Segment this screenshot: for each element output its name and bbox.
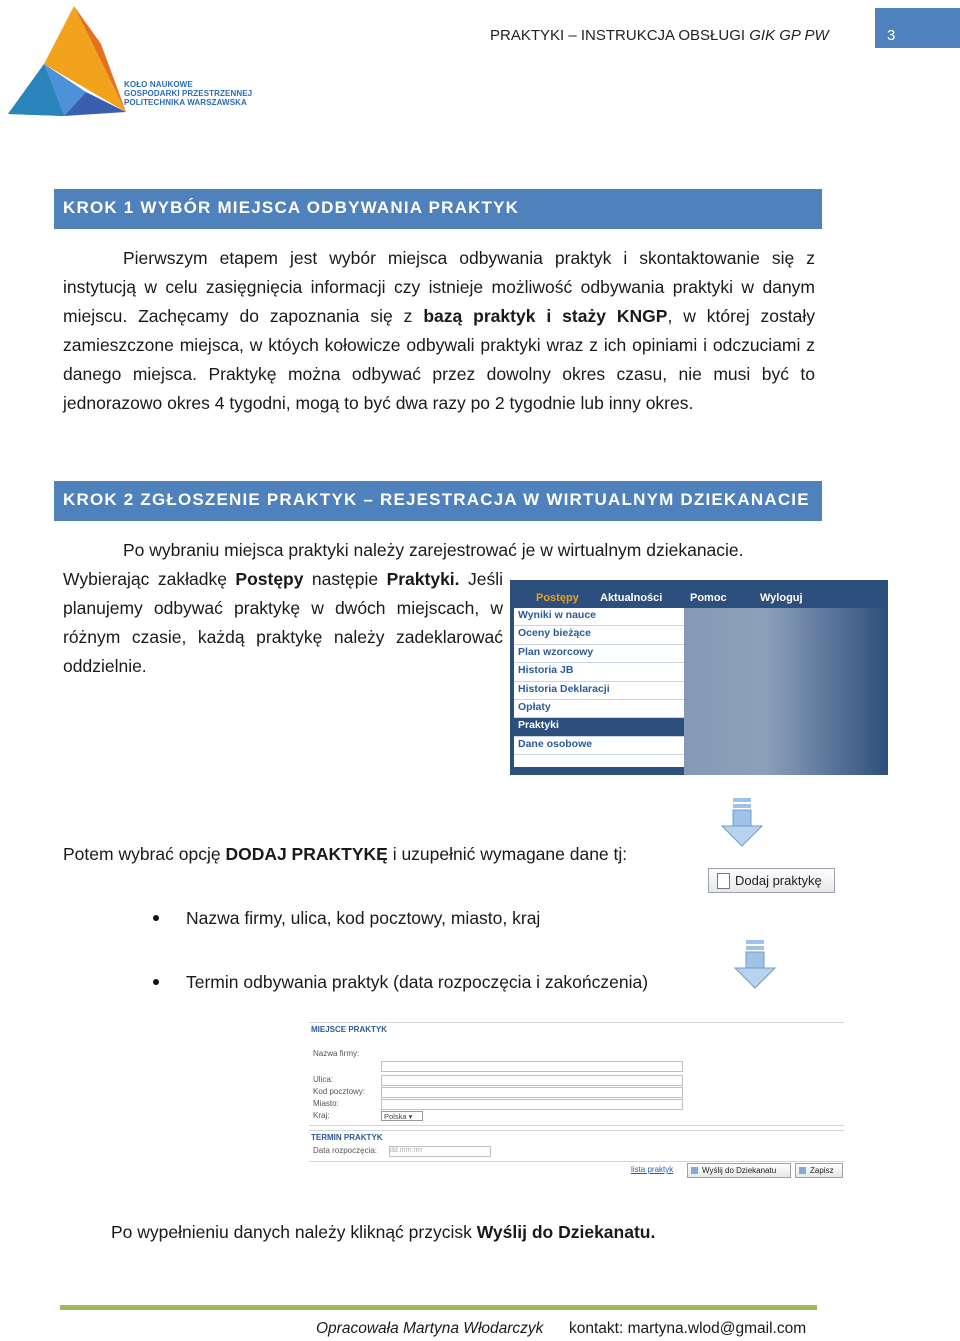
- menu-tabs: [510, 588, 888, 610]
- tab-postepy[interactable]: Postępy: [536, 592, 579, 604]
- list-item: Nazwa firmy, ulica, kod pocztowy, miasto, kraj: [153, 904, 159, 933]
- document-icon: [717, 873, 730, 889]
- postal-code-label: Kod pocztowy:: [313, 1087, 366, 1096]
- term-section-title: TERMIN PRAKTYK: [311, 1133, 383, 1142]
- tab-pomoc[interactable]: Pomoc: [690, 592, 727, 604]
- country-label: Kraj:: [313, 1111, 330, 1120]
- start-date-field[interactable]: dd.mm.rrrr: [389, 1146, 491, 1157]
- bullet-icon: [153, 915, 159, 921]
- menu-item-historia-jb[interactable]: Historia JB: [514, 663, 684, 681]
- logo-text: KOŁO NAUKOWE GOSPODARKI PRZESTRZENNEJ POLITECHNIKA WARSZAWSKA: [124, 80, 253, 107]
- menu-item-historia-deklaracji[interactable]: Historia Deklaracji: [514, 682, 684, 700]
- final-instruction: Po wypełnieniu danych należy kliknąć przycisk Wyślij do Dziekanatu.: [111, 1222, 656, 1242]
- start-date-label: Data rozpoczęcia:: [313, 1146, 378, 1155]
- tab-wyloguj[interactable]: Wyloguj: [760, 592, 803, 604]
- postal-code-field[interactable]: [381, 1087, 683, 1098]
- internship-list-link[interactable]: lista praktyk: [631, 1165, 674, 1174]
- city-field[interactable]: [381, 1099, 683, 1110]
- step3-instruction: Potem wybrać opcję DODAJ PRAKTYKĘ i uzupełnić wymagane dane tj:: [63, 844, 628, 864]
- footer-contact: kontakt: martyna.wlod@gmail.com: [569, 1320, 807, 1337]
- country-select[interactable]: Polska ▾: [381, 1111, 423, 1121]
- city-label: Miasto:: [313, 1099, 339, 1108]
- internship-form-screenshot: [309, 1022, 845, 1182]
- street-field[interactable]: [381, 1075, 683, 1086]
- street-label: Ulica:: [313, 1075, 334, 1084]
- page-number: 3: [875, 8, 960, 48]
- company-name-field[interactable]: [381, 1061, 683, 1072]
- arrow-down-icon: [733, 938, 777, 990]
- dean-office-menu-screenshot: [510, 580, 888, 775]
- menu-list: [514, 608, 684, 767]
- arrow-down-icon: [720, 796, 764, 848]
- menu-item-wyniki[interactable]: Wyniki w nauce: [514, 608, 684, 626]
- tab-aktualnosci[interactable]: Aktualności: [600, 592, 663, 604]
- menu-item-plan[interactable]: Plan wzorcowy: [514, 645, 684, 663]
- send-icon: [691, 1167, 698, 1174]
- place-section: [309, 1022, 844, 1126]
- menu-item-oplaty[interactable]: Opłaty: [514, 700, 684, 718]
- company-name-label: Nazwa firmy:: [313, 1049, 360, 1058]
- step1-paragraph: Pierwszym etapem jest wybór miejsca odbywania praktyk i skontaktowanie się z instytucją w celu zasięgnięcia informacji czy istnieje możliwość odbywania praktyki w danym miejscu. Zachęcamy do zapoznania się z bazą praktyk i staży KNGP, w której zostały zamieszczone miejsca, w któych kołowicze odbywali praktyki wraz z ich opiniami i odczuciami z danego miejsca. Praktykę można odbywać przez dowolny okres czasu, nie musi być to jednorazowo okres 4 tygodni, mogą to być dwa razy po 2 tygodnie lub inny okres.: [63, 248, 815, 413]
- footer-author: Opracowała Martyna Włodarczyk: [316, 1320, 544, 1337]
- term-section: [309, 1130, 844, 1162]
- bullet-icon: [153, 979, 159, 985]
- send-to-dean-button[interactable]: Wyślij do Dziekanatu: [687, 1163, 791, 1178]
- step1-heading: KROK 1 WYBÓR MIEJSCA ODBYWANIA PRAKTYK: [54, 189, 822, 229]
- save-icon: [799, 1167, 806, 1174]
- step2-intro: Po wybraniu miejsca praktyki należy zarejestrować je w wirtualnym dziekanacie.: [123, 540, 744, 560]
- menu-item-dane-osobowe[interactable]: Dane osobowe: [514, 737, 684, 755]
- menu-item-praktyki[interactable]: Praktyki: [514, 718, 684, 736]
- step2-paragraph: Wybierając zakładkę Postępy następie Praktyki. Jeśli planujemy odbywać praktykę w dwóch miejscach, w różnym czasie, każdą praktykę należy zadeklarować oddzielnie.: [63, 569, 503, 676]
- menu-item-oceny[interactable]: Oceny bieżące: [514, 626, 684, 644]
- add-internship-button[interactable]: Dodaj praktykę: [708, 868, 835, 893]
- step2-heading: KROK 2 ZGŁOSZENIE PRAKTYK – REJESTRACJA W WIRTUALNYM DZIEKANACIE: [54, 481, 822, 521]
- footer-divider: [60, 1305, 817, 1310]
- list-item: Termin odbywania praktyk (data rozpoczęcia i zakończenia): [153, 968, 159, 997]
- document-header-title: PRAKTYKI – INSTRUKCJA OBSŁUGI GIK GP PW: [490, 27, 829, 44]
- save-button[interactable]: Zapisz: [795, 1163, 843, 1178]
- place-section-title: MIEJSCE PRAKTYK: [311, 1025, 388, 1034]
